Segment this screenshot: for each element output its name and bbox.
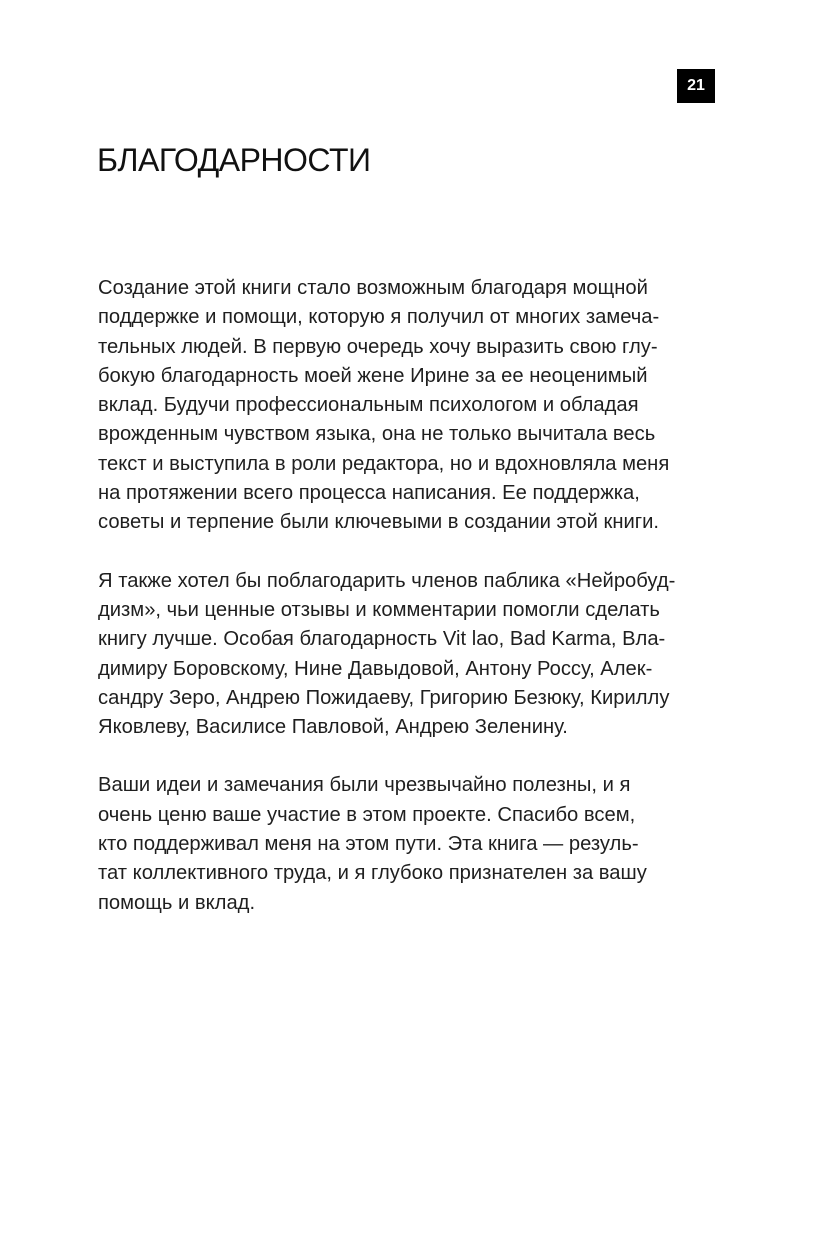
paragraph-2: Я также хотел бы поблагодарить членов паблика «Нейробуд- дизм», чьи ценные отзывы и комментарии помогли сделать книгу лучше. Особая благодарность Vit lao, Bad Karma, Вла- димиру Боровскому, Нине Давыдовой, Антону Россу, Алек- сандру Зеро, Андрею Пожидаеву, Григорию Безюку, Кириллу Яковлеву, Василисе Павловой, Андрею Зеленину. bbox=[98, 569, 676, 739]
paragraph-3: Ваши идеи и замечания были чрезвычайно полезны, и я очень ценю ваше участие в этом проекте. Спасибо всем, кто поддерживал меня на этом пути. Эта книга — резуль- тат коллективного труда, и я глубоко признателен за вашу помощь и вклад. bbox=[98, 774, 647, 914]
page-title: БЛАГОДАРНОСТИ bbox=[97, 142, 371, 178]
page-number-badge: 21 bbox=[677, 69, 715, 103]
body-text bbox=[98, 274, 718, 947]
paragraph-1: Создание этой книги стало возможным благодаря мощной поддержке и помощи, которую я получил от многих замеча- тельных людей. В первую очередь хочу выразить свою глу- бокую благодарность моей жене Ирине за ее неоценимый вклад. Будучи профессиональным психологом и обладая врожденным чувством языка, она не только вычитала весь текст и выступила в роли редактора, но и вдохновляла меня на протяжении всего процесса написания. Ее поддержка, советы и терпение были ключевыми в создании этой книги. bbox=[98, 277, 670, 534]
